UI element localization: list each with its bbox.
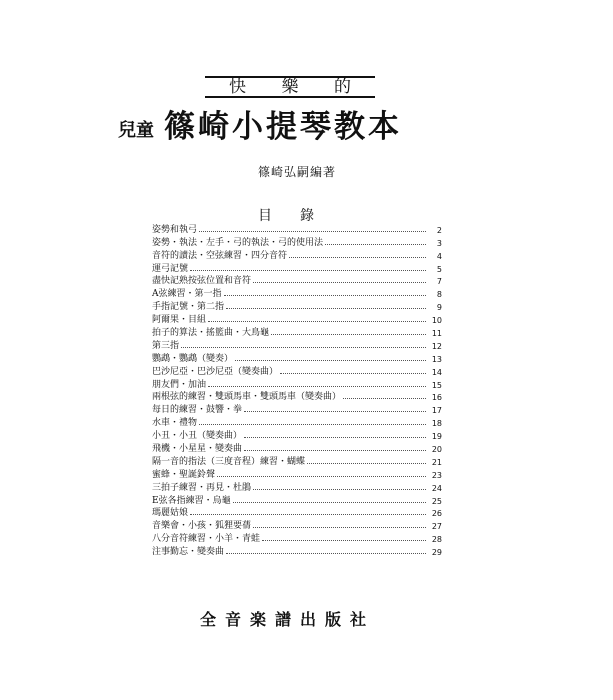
toc-entry-page: 20 [431,445,442,455]
toc-entry-label: 三拍子練習・再見・杜鵑 [152,482,252,493]
toc-entry-page: 19 [431,432,442,442]
toc-leader-dots [190,270,426,271]
toc-entry [152,222,442,235]
toc-entry-label: 盡快記熟按弦位置和音符 [152,276,252,287]
toc-entry-page: 5 [436,264,442,274]
toc-entry-label: 音符的讀法・空弦練習・四分音符 [152,250,288,261]
toc-entry-page: 12 [431,341,442,351]
toc-entry-label: 鸚鵡・鸚鵡（變奏） [152,353,234,364]
toc-entry [152,261,442,274]
author: 篠崎弘嗣編著 [258,165,337,179]
toc-entry-page: 21 [431,457,442,467]
toc-entry-label: 拍子的算法・搖籃曲・大鳥龜 [152,328,270,339]
toc-entry-page: 13 [431,354,442,364]
toc-entry-label: 朋友們・加油 [152,379,207,390]
toc-leader-dots [244,411,426,412]
toc-leader-dots [253,282,426,283]
toc-entry [152,390,442,403]
toc-entry [152,235,442,248]
toc-entry-label: 每日的練習・鼓響・拳 [152,405,243,416]
toc-entry [152,351,442,364]
toc-entry [152,338,442,351]
toc-entry-page: 14 [431,367,442,377]
publisher: 全音楽譜出版社 [200,610,376,629]
toc-leader-dots [199,231,426,232]
toc-entry-page: 29 [431,548,442,558]
toc-entry-label: 注事勤忘・變奏曲 [152,547,225,558]
toc-leader-dots [233,502,426,503]
toc-entry-label: 八分音符練習・小羊・青蛙 [152,534,261,545]
toc-entry [152,312,442,325]
toc-leader-dots [262,540,426,541]
toc-entry [152,467,442,480]
toc-entry [152,493,442,506]
toc-entry [152,454,442,467]
toc-entry-page: 4 [436,251,442,261]
toc-entry [152,518,442,531]
toc-leader-dots [325,244,426,245]
toc-leader-dots [181,347,426,348]
toc-entry-page: 26 [431,509,442,519]
toc-entry-page: 3 [436,238,442,248]
tagline-char: 的 [334,77,351,97]
toc-entry-page: 18 [431,419,442,429]
toc-entry-label: 手指記號・第二指 [152,302,225,313]
toc-entry-page: 9 [436,303,442,313]
toc-entry-label: E弦各指練習・烏龜 [152,495,231,506]
toc-entry-label: 飛機・小星星・變奏曲 [152,444,243,455]
toc-leader-dots [244,450,426,451]
toc-leader-dots [253,489,426,490]
table-of-contents [152,222,442,557]
toc-heading: 目錄 [258,208,342,224]
toc-leader-dots [253,527,426,528]
toc-entry-page: 28 [431,535,442,545]
toc-entry-page: 8 [436,290,442,300]
toc-entry [152,415,442,428]
toc-leader-dots [226,553,426,554]
toc-entry-page: 7 [436,277,442,287]
toc-leader-dots [224,295,427,296]
toc-entry-label: 瑪麗姑娘 [152,508,189,519]
tagline [205,76,375,98]
toc-entry-label: 阿爾果・目組 [152,315,207,326]
toc-leader-dots [271,334,426,335]
toc-entry [152,325,442,338]
tagline-char: 樂 [281,77,299,97]
toc-entry-label: 隔一音的指法（三度音程）練習・蝴蝶 [152,456,306,467]
toc-leader-dots [307,463,426,464]
toc-entry [152,286,442,299]
toc-entry [152,544,442,557]
toc-leader-dots [280,373,426,374]
tagline-char: 快 [229,77,246,97]
toc-entry [152,480,442,493]
toc-leader-dots [208,321,426,322]
toc-leader-dots [208,386,426,387]
toc-leader-dots [289,257,426,258]
toc-entry-page: 23 [431,470,442,480]
toc-leader-dots [235,360,426,361]
toc-leader-dots [343,398,426,399]
toc-entry [152,402,442,415]
toc-leader-dots [199,424,426,425]
toc-entry [152,377,442,390]
toc-entry-label: 姿勢和執弓 [152,224,198,235]
toc-entry-label: 運弓記號 [152,263,189,274]
toc-entry-label: 蜜蜂・聖誕鈴聲 [152,469,216,480]
toc-leader-dots [217,476,426,477]
toc-entry-label: 水車・禮物 [152,418,198,429]
toc-entry-page: 17 [431,406,442,416]
toc-entry-page: 25 [431,496,442,506]
toc-entry-page: 15 [431,380,442,390]
toc-leader-dots [244,437,426,438]
toc-entry-page: 16 [431,393,442,403]
toc-entry-label: 兩根弦的練習・雙頭馬車・雙頭馬車（變奏曲） [152,392,342,403]
toc-entry-label: 小丑・小丑（變奏曲） [152,431,243,442]
toc-entry [152,441,442,454]
title-prefix: 兒童 [118,120,154,141]
toc-entry [152,274,442,287]
toc-entry-page: 27 [431,522,442,532]
toc-entry [152,364,442,377]
toc-entry [152,248,442,261]
toc-entry [152,299,442,312]
toc-entry-page: 11 [431,329,442,339]
toc-entry-label: A弦練習・第一指 [152,289,222,300]
toc-leader-dots [190,514,426,515]
book-title [118,106,498,146]
toc-entry-page: 24 [431,483,442,493]
toc-entry-page: 10 [431,316,442,326]
toc-entry-label: 第三指 [152,340,180,351]
toc-entry [152,506,442,519]
toc-entry-label: 巴沙尼亞・巴沙尼亞（變奏曲） [152,366,279,377]
toc-entry-label: 姿勢・執法・左手・弓的執法・弓的使用法 [152,237,324,248]
title-main: 篠崎小提琴教本 [164,109,402,145]
toc-entry [152,531,442,544]
toc-entry-label: 音樂會・小孩・狐狸要蒨 [152,521,252,532]
toc-leader-dots [226,308,426,309]
toc-entry-page: 2 [436,225,442,235]
toc-entry [152,428,442,441]
